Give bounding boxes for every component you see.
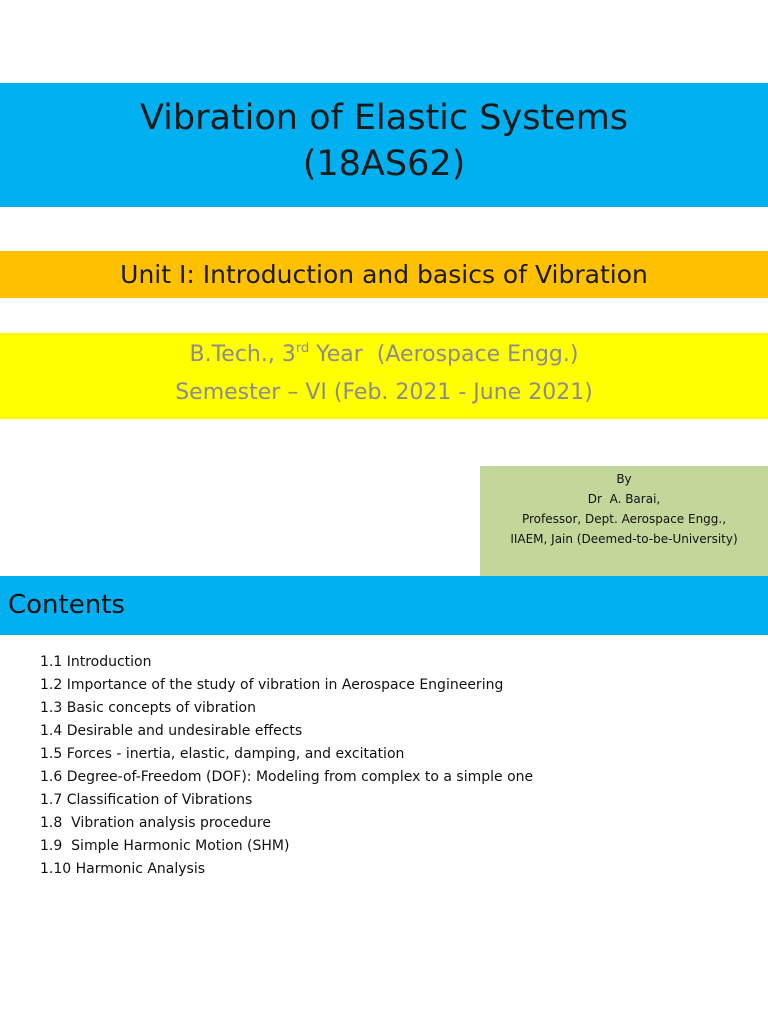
contents-item: 1.5 Forces - inertia, elastic, damping, and excitation xyxy=(40,746,405,762)
author-box xyxy=(480,466,768,576)
course-title: Vibration of Elastic Systems xyxy=(139,98,629,138)
author-by: By xyxy=(616,472,632,486)
course-info-banner xyxy=(0,333,768,419)
author-name: Dr A. Barai, xyxy=(587,492,661,506)
unit-title: Unit I: Introduction and basics of Vibration xyxy=(120,260,648,289)
contents-item: 1.4 Desirable and undesirable effects xyxy=(40,723,303,739)
program-suffix: Year (Aerospace Engg.) xyxy=(309,342,579,367)
contents-item: 1.1 Introduction xyxy=(40,654,152,670)
contents-item: 1.3 Basic concepts of vibration xyxy=(40,700,256,716)
title-banner xyxy=(0,83,768,207)
contents-item: 1.8 Vibration analysis procedure xyxy=(40,815,271,831)
contents-item: 1.2 Importance of the study of vibration in Aerospace Engineering xyxy=(40,677,504,693)
author-institution: IIAEM, Jain (Deemed-to-be-University) xyxy=(510,532,738,546)
course-code: (18AS62) xyxy=(302,144,466,184)
contents-list xyxy=(40,651,760,881)
ordinal-suffix: rd xyxy=(295,341,310,356)
program-prefix: B.Tech., 3 xyxy=(189,342,296,367)
contents-banner xyxy=(0,576,768,635)
contents-heading: Contents xyxy=(8,590,125,620)
contents-item: 1.6 Degree-of-Freedom (DOF): Modeling from complex to a simple one xyxy=(40,769,534,785)
unit-banner xyxy=(0,251,768,298)
semester-line: Semester – VI (Feb. 2021 - June 2021) xyxy=(175,380,593,405)
contents-item: 1.7 Classification of Vibrations xyxy=(40,792,253,808)
program-line xyxy=(0,341,768,369)
author-designation: Professor, Dept. Aerospace Engg., xyxy=(521,512,727,526)
contents-item: 1.10 Harmonic Analysis xyxy=(40,861,206,877)
contents-item: 1.9 Simple Harmonic Motion (SHM) xyxy=(40,838,290,854)
